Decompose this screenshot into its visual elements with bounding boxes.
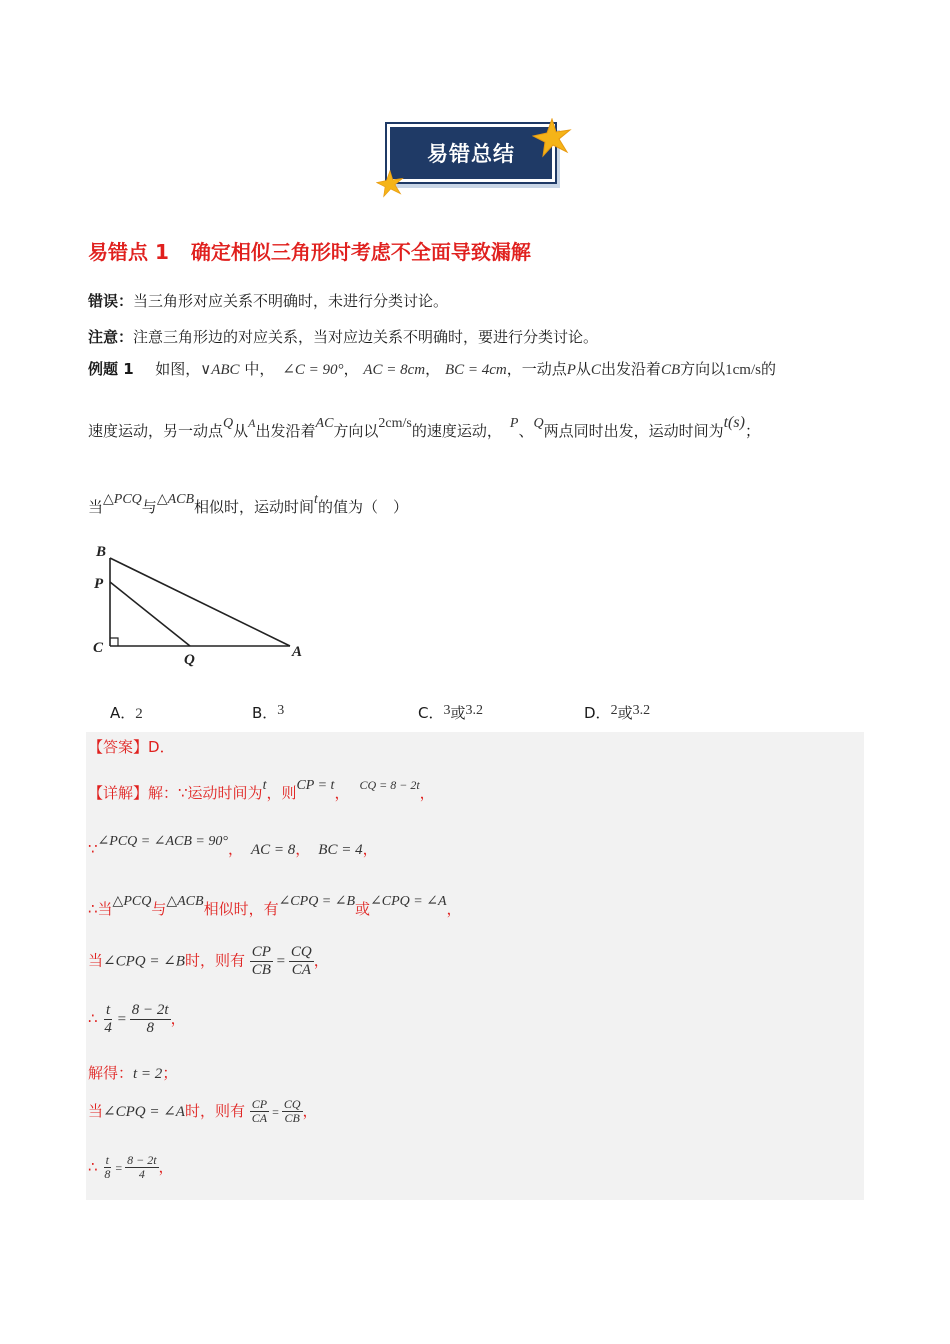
right-angle-mark bbox=[110, 638, 118, 646]
option-letter: B． bbox=[252, 704, 278, 722]
answer-label: 【答案】 bbox=[88, 738, 149, 756]
fraction: $\frac{CP}{CB}$ bbox=[251, 944, 271, 978]
fraction: $\frac{t}{8}$ bbox=[104, 1153, 111, 1182]
math: △ACB bbox=[166, 894, 204, 909]
example-line-2 bbox=[88, 414, 760, 441]
text: 相似时，有 bbox=[203, 900, 279, 918]
text: 、 bbox=[518, 422, 534, 440]
math: t = 2 bbox=[133, 1066, 163, 1082]
option-value: 2 bbox=[135, 706, 143, 722]
math-c: C bbox=[590, 362, 601, 378]
text: ， bbox=[227, 840, 243, 858]
text: ， bbox=[295, 840, 311, 858]
math: ∠CPQ = ∠B bbox=[278, 894, 356, 909]
math-bc: BC = 4cm bbox=[444, 362, 507, 378]
error-label: 错误： bbox=[88, 292, 134, 310]
math-ac: AC = 8cm bbox=[363, 362, 426, 378]
math: ∠CPQ = ∠A bbox=[103, 1104, 185, 1121]
note-text: 注意三角形边的对应关系，当对应边关系不明确时，要进行分类讨论。 bbox=[133, 328, 599, 346]
mistake-heading bbox=[88, 236, 531, 265]
text: 速度运动，另一动点 bbox=[88, 422, 224, 440]
text: ， bbox=[362, 840, 378, 858]
option-value2: 3.2 bbox=[632, 703, 651, 718]
math-tri-acb: △ACB bbox=[156, 492, 195, 507]
text: ，一动点 bbox=[506, 360, 567, 378]
text: ， bbox=[334, 784, 350, 802]
math-p: P bbox=[566, 362, 576, 378]
label-c: C bbox=[93, 640, 104, 656]
text: 中， bbox=[244, 360, 275, 378]
fraction: $\frac{CP}{CA}$ bbox=[251, 1097, 268, 1126]
text: 如图， bbox=[155, 360, 201, 378]
math: t bbox=[262, 778, 267, 793]
text: ； bbox=[744, 422, 760, 440]
detail-line-3 bbox=[88, 894, 462, 919]
option-value2: 3.2 bbox=[465, 703, 483, 718]
label-b: B bbox=[96, 544, 107, 560]
math: CQ = 8 − 2t bbox=[359, 778, 420, 792]
math-p2: P bbox=[509, 416, 519, 431]
star-icon bbox=[532, 118, 572, 158]
detail-line-1 bbox=[88, 778, 435, 803]
example-label: 例题 1 bbox=[88, 360, 134, 378]
text: 与 bbox=[141, 498, 157, 516]
fraction: $\frac{CQ}{CA}$ bbox=[290, 944, 312, 978]
option-or: 或 bbox=[450, 704, 466, 722]
option-value: 3 bbox=[277, 703, 285, 718]
math-tri-abc: ∨ABC bbox=[200, 362, 240, 378]
error-line bbox=[88, 290, 448, 311]
text: 两点同时出发，运动时间为 bbox=[543, 422, 724, 440]
text: 当 bbox=[88, 951, 104, 970]
math-speed1: 1cm/s bbox=[725, 362, 761, 378]
math: CP = t bbox=[296, 778, 335, 793]
answer-line bbox=[88, 736, 175, 757]
option-value: 3 bbox=[443, 703, 451, 718]
math-ac2: AC bbox=[315, 416, 334, 431]
fraction: $\frac{8 - 2t}{8}$ bbox=[131, 1002, 169, 1036]
math-ts: t(s) bbox=[723, 414, 745, 431]
option-b[interactable] bbox=[252, 702, 284, 723]
text: 出发沿着 bbox=[255, 422, 316, 440]
text: 与 bbox=[151, 900, 167, 918]
text: ∴ bbox=[88, 1009, 98, 1028]
text: 时，则有 bbox=[184, 951, 245, 970]
example-line-1 bbox=[88, 358, 776, 379]
option-letter: D． bbox=[584, 704, 611, 722]
banner-title: 易错总结 bbox=[427, 142, 515, 166]
banner-box bbox=[387, 124, 555, 182]
text: ， bbox=[419, 784, 435, 802]
text: ， bbox=[343, 360, 359, 378]
option-a[interactable] bbox=[110, 702, 143, 723]
answer-value: D． bbox=[148, 738, 175, 756]
text: 方向以 bbox=[680, 360, 726, 378]
math: BC = 4 bbox=[318, 842, 363, 858]
fraction: $\frac{t}{4}$ bbox=[104, 1002, 112, 1036]
math: AC = 8 bbox=[250, 842, 296, 858]
section-banner bbox=[382, 118, 572, 198]
text: 的 bbox=[760, 360, 776, 378]
math-angle-c: ∠C = 90° bbox=[282, 362, 344, 378]
math-a: A bbox=[248, 416, 256, 430]
option-value: 2 bbox=[610, 703, 618, 718]
option-d[interactable] bbox=[584, 702, 650, 723]
fraction: $\frac{8 - 2t}{4}$ bbox=[127, 1153, 157, 1182]
math-t: t bbox=[314, 492, 318, 507]
note-line bbox=[88, 326, 598, 347]
fraction: $\frac{CQ}{CB}$ bbox=[283, 1097, 301, 1126]
detail-line-2 bbox=[88, 834, 378, 859]
text: ， bbox=[313, 951, 329, 970]
detail-line-7: 当∠CPQ = ∠A时，则有 $\frac{CP}{CA}$ = $\frac{CQ}{CB}$ ， bbox=[88, 1097, 318, 1126]
text: 时，则有 bbox=[184, 1102, 245, 1121]
math: ∠CPQ = ∠A bbox=[370, 894, 447, 909]
text: ， bbox=[446, 900, 462, 918]
detail-line-8: ∴ $\frac{t}{8}$ = $\frac{8 - 2t}{4}$ ， bbox=[88, 1153, 174, 1182]
math-speed2: 2cm/s bbox=[378, 416, 412, 431]
error-text: 当三角形对应关系不明确时，未进行分类讨论。 bbox=[133, 292, 449, 310]
text: ，则 bbox=[266, 784, 297, 802]
label-q: Q bbox=[184, 652, 195, 668]
text: ∴ bbox=[88, 1158, 98, 1177]
math: △PCQ bbox=[112, 894, 152, 909]
math-q: Q bbox=[223, 416, 234, 431]
detail-line-6 bbox=[88, 1062, 177, 1083]
text: ， bbox=[170, 1009, 186, 1028]
text: ， bbox=[302, 1102, 318, 1121]
text: 解：∵运动时间为 bbox=[148, 784, 263, 802]
label-a: A bbox=[292, 644, 303, 660]
detail-line-5: ∴ $\frac{t}{4}$ = $\frac{8 - 2t}{8}$ ， bbox=[88, 1002, 186, 1036]
text: 出发沿着 bbox=[600, 360, 661, 378]
math: ∠CPQ = ∠B bbox=[103, 953, 185, 970]
heading-label: 易错点 1 bbox=[88, 240, 169, 264]
label-p: P bbox=[94, 576, 104, 592]
text: ， bbox=[158, 1158, 174, 1177]
text: ； bbox=[162, 1064, 178, 1082]
option-c[interactable] bbox=[418, 702, 483, 723]
example-line-3 bbox=[88, 492, 408, 517]
text: ， bbox=[425, 360, 441, 378]
text: ∵ bbox=[88, 840, 98, 858]
math-cb: CB bbox=[660, 362, 681, 378]
detail-label: 【详解】 bbox=[88, 784, 149, 802]
math-tri-pcq: △PCQ bbox=[103, 492, 142, 507]
text: 的值为（ ） bbox=[317, 498, 408, 516]
text: 当 bbox=[88, 1102, 104, 1121]
math-q2: Q bbox=[533, 416, 544, 431]
text: 的速度运动， bbox=[411, 422, 502, 440]
triangle-figure bbox=[88, 540, 318, 670]
note-label: 注意： bbox=[88, 328, 134, 346]
text: 或 bbox=[355, 900, 371, 918]
option-or: 或 bbox=[617, 704, 633, 722]
detail-line-4: 当∠CPQ = ∠B时，则有 $\frac{CP}{CB}$ = $\frac{CQ}{CA}$ ， bbox=[88, 944, 329, 978]
option-letter: A． bbox=[110, 704, 136, 722]
text: 解得： bbox=[88, 1064, 134, 1082]
text: 相似时，运动时间 bbox=[194, 498, 315, 516]
text: 从 bbox=[233, 422, 249, 440]
segment-ba bbox=[110, 558, 290, 646]
text: 当 bbox=[88, 498, 104, 516]
heading-title: 确定相似三角形时考虑不全面导致漏解 bbox=[190, 240, 531, 264]
option-letter: C． bbox=[418, 704, 444, 722]
text: 从 bbox=[575, 360, 591, 378]
math: ∠PCQ = ∠ACB = 90° bbox=[97, 834, 228, 849]
text: ∴当 bbox=[88, 900, 113, 918]
star-icon bbox=[376, 170, 404, 198]
text: 方向以 bbox=[333, 422, 379, 440]
